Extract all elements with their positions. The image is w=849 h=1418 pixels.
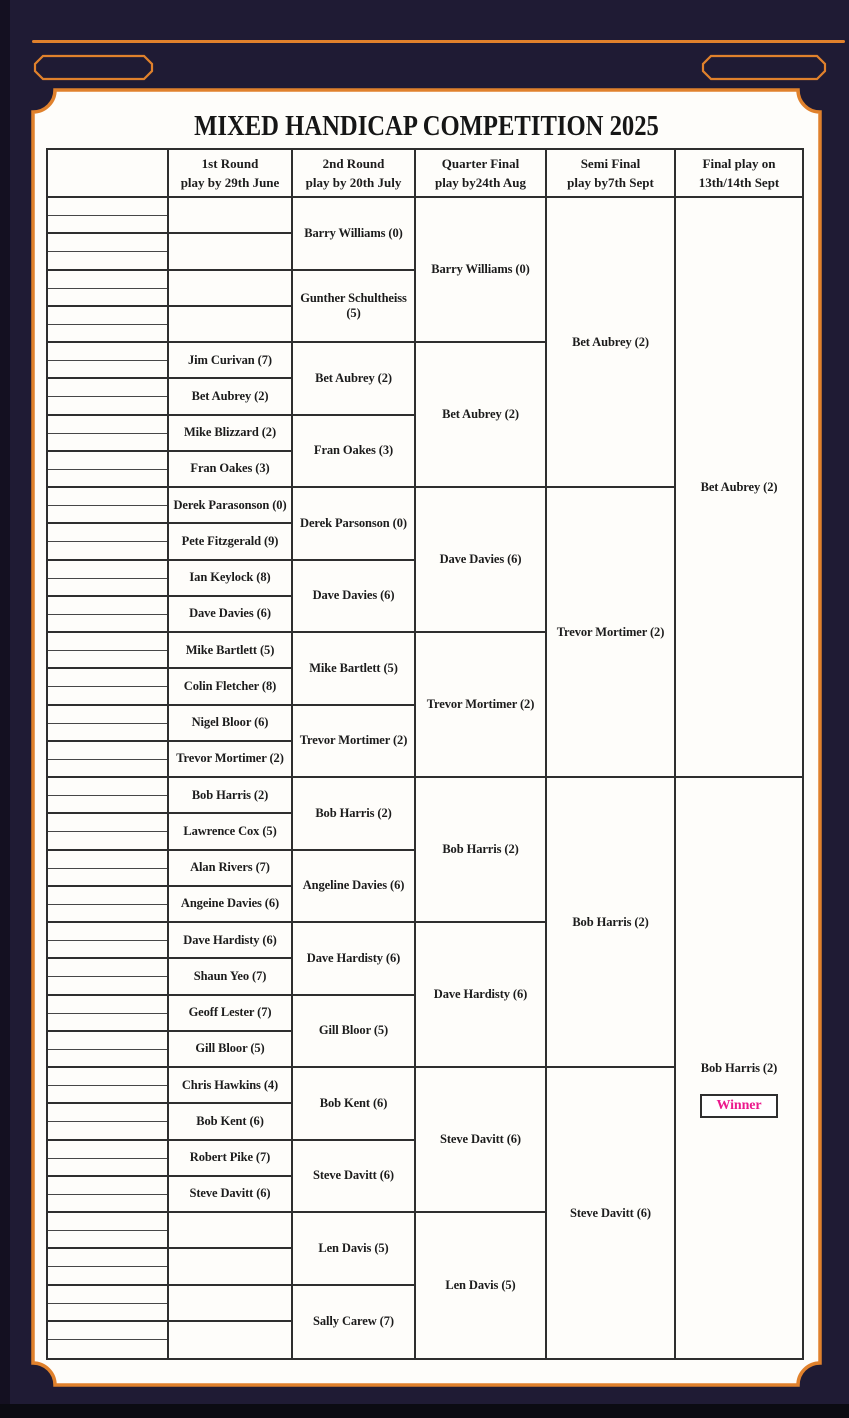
round-1-slot-21: Dave Hardisty (6) bbox=[169, 923, 291, 959]
entrants-slot-55 bbox=[48, 1177, 167, 1195]
round-1-slot-16: Trevor Mortimer (2) bbox=[169, 742, 291, 778]
round-1-slot-2 bbox=[169, 234, 291, 270]
bracket-table bbox=[46, 148, 804, 1360]
column-header-semi-final: Semi Final play by7th Sept bbox=[547, 150, 676, 196]
entrants-slot-35 bbox=[48, 814, 167, 832]
entrants-slot-3 bbox=[48, 234, 167, 252]
entrants-slot-61 bbox=[48, 1286, 167, 1304]
round-1-slot-14: Colin Fletcher (8) bbox=[169, 669, 291, 705]
round-2-slot-1: Barry Williams (0) bbox=[293, 198, 414, 271]
round-1-slot-17: Bob Harris (2) bbox=[169, 778, 291, 814]
entrants-slot-22 bbox=[48, 579, 167, 597]
column-round-1 bbox=[169, 198, 293, 1358]
entrants-slot-59 bbox=[48, 1249, 167, 1267]
entrants-slot-62 bbox=[48, 1304, 167, 1322]
entrants-slot-38 bbox=[48, 869, 167, 887]
round-2-slot-3: Bet Aubrey (2) bbox=[293, 343, 414, 416]
left-edge-shadow bbox=[0, 0, 10, 1418]
entrants-slot-24 bbox=[48, 615, 167, 633]
round-1-slot-8: Fran Oakes (3) bbox=[169, 452, 291, 488]
entrants-slot-56 bbox=[48, 1195, 167, 1213]
round-2-slot-13: Bob Kent (6) bbox=[293, 1068, 414, 1141]
quarter-final-slot-2: Bet Aubrey (2) bbox=[416, 343, 545, 488]
round-1-slot-25: Chris Hawkins (4) bbox=[169, 1068, 291, 1104]
entrants-slot-19 bbox=[48, 524, 167, 542]
round-1-slot-12: Dave Davies (6) bbox=[169, 597, 291, 633]
quarter-final-slot-5: Bob Harris (2) bbox=[416, 778, 545, 923]
entrants-slot-21 bbox=[48, 561, 167, 579]
entrants-slot-64 bbox=[48, 1340, 167, 1358]
entrants-slot-49 bbox=[48, 1068, 167, 1086]
final-slot-2 bbox=[676, 778, 802, 1358]
round-1-slot-9: Derek Parasonson (0) bbox=[169, 488, 291, 524]
round-1-slot-31 bbox=[169, 1286, 291, 1322]
quarter-final-slot-1: Barry Williams (0) bbox=[416, 198, 545, 343]
final-winner-name: Bob Harris (2) bbox=[700, 1060, 778, 1075]
quarter-final-slot-7: Steve Davitt (6) bbox=[416, 1068, 545, 1213]
final-slot-1: Bet Aubrey (2) bbox=[676, 198, 802, 778]
entrants-slot-50 bbox=[48, 1086, 167, 1104]
round-2-slot-10: Angeline Davies (6) bbox=[293, 851, 414, 924]
entrants-slot-9 bbox=[48, 343, 167, 361]
semi-final-slot-3: Bob Harris (2) bbox=[547, 778, 674, 1068]
entrants-slot-20 bbox=[48, 542, 167, 560]
semi-final-slot-2: Trevor Mortimer (2) bbox=[547, 488, 674, 778]
entrants-slot-58 bbox=[48, 1231, 167, 1249]
column-final bbox=[676, 198, 802, 1358]
entrants-slot-16 bbox=[48, 470, 167, 488]
entrants-slot-43 bbox=[48, 959, 167, 977]
entrants-slot-39 bbox=[48, 887, 167, 905]
entrants-slot-28 bbox=[48, 687, 167, 705]
round-1-slot-29 bbox=[169, 1213, 291, 1249]
entrants-slot-53 bbox=[48, 1141, 167, 1159]
round-2-slot-15: Len Davis (5) bbox=[293, 1213, 414, 1286]
round-2-slot-12: Gill Bloor (5) bbox=[293, 996, 414, 1069]
round-2-slot-2: Gunther Schultheiss (5) bbox=[293, 271, 414, 344]
round-2-slot-16: Sally Carew (7) bbox=[313, 1314, 394, 1329]
round-2-slot-11: Dave Hardisty (6) bbox=[293, 923, 414, 996]
column-header-round-2: 2nd Round play by 20th July bbox=[293, 150, 416, 196]
round-1-slot-13: Mike Bartlett (5) bbox=[169, 633, 291, 669]
entrants-slot-44 bbox=[48, 977, 167, 995]
round-1-slot-22: Shaun Yeo (7) bbox=[169, 959, 291, 995]
column-semi-final bbox=[547, 198, 676, 1358]
column-header-final: Final play on 13th/14th Sept bbox=[698, 155, 780, 190]
round-1-slot-20: Angeine Davies (6) bbox=[169, 887, 291, 923]
round-1-slot-6: Bet Aubrey (2) bbox=[169, 379, 291, 415]
semi-final-slot-1: Bet Aubrey (2) bbox=[547, 198, 674, 488]
round-1-slot-5: Jim Curivan (7) bbox=[169, 343, 291, 379]
entrants-slot-11 bbox=[48, 379, 167, 397]
entrants-slot-8 bbox=[48, 325, 167, 343]
round-1-slot-10: Pete Fitzgerald (9) bbox=[169, 524, 291, 560]
entrants-slot-31 bbox=[48, 742, 167, 760]
round-1-slot-15: Nigel Bloor (6) bbox=[169, 706, 291, 742]
entrants-slot-4 bbox=[48, 252, 167, 270]
entrants-slot-32 bbox=[48, 760, 167, 778]
entrants-slot-41 bbox=[48, 923, 167, 941]
entrants-slot-1 bbox=[48, 198, 167, 216]
round-1-slot-30 bbox=[169, 1249, 291, 1285]
round-2-slot-7: Mike Bartlett (5) bbox=[293, 633, 414, 706]
bracket-body bbox=[48, 198, 802, 1358]
round-1-slot-4 bbox=[169, 307, 291, 343]
entrants-slot-33 bbox=[48, 778, 167, 796]
entrants-slot-52 bbox=[48, 1122, 167, 1140]
entrants-slot-10 bbox=[48, 361, 167, 379]
entrants-slot-42 bbox=[48, 941, 167, 959]
round-1-slot-26: Bob Kent (6) bbox=[169, 1104, 291, 1140]
entrants-slot-17 bbox=[48, 488, 167, 506]
entrants-slot-5 bbox=[48, 271, 167, 289]
entrants-slot-26 bbox=[48, 651, 167, 669]
round-1-slot-3 bbox=[169, 271, 291, 307]
round-2-slot-6: Dave Davies (6) bbox=[293, 561, 414, 634]
column-header-quarter-final: Quarter Final play by24th Aug bbox=[416, 150, 547, 196]
round-1-slot-24: Gill Bloor (5) bbox=[169, 1032, 291, 1068]
left-handle-ornament bbox=[35, 56, 152, 79]
entrants-slot-57 bbox=[48, 1213, 167, 1231]
entrants-slot-23 bbox=[48, 597, 167, 615]
entrants-slot-18 bbox=[48, 506, 167, 524]
entrants-slot-60 bbox=[48, 1267, 167, 1285]
round-1-slot-28: Steve Davitt (6) bbox=[169, 1177, 291, 1213]
top-rail bbox=[32, 40, 845, 43]
entrants-slot-2 bbox=[48, 216, 167, 234]
round-1-slot-11: Ian Keylock (8) bbox=[169, 561, 291, 597]
entrants-slot-45 bbox=[48, 996, 167, 1014]
right-handle-ornament bbox=[703, 56, 825, 79]
entrants-slot-30 bbox=[48, 724, 167, 742]
round-1-slot-1 bbox=[169, 198, 291, 234]
column-round-2 bbox=[293, 198, 416, 1358]
entrants-slot-15 bbox=[48, 452, 167, 470]
round-2-slot-8: Trevor Mortimer (2) bbox=[293, 706, 414, 779]
entrants-slot-27 bbox=[48, 669, 167, 687]
entrants-slot-51 bbox=[48, 1104, 167, 1122]
entrants-slot-48 bbox=[48, 1050, 167, 1068]
quarter-final-slot-4: Trevor Mortimer (2) bbox=[416, 633, 545, 778]
entrants-slot-6 bbox=[48, 289, 167, 307]
entrants-slot-36 bbox=[48, 832, 167, 850]
column-quarter-final bbox=[416, 198, 547, 1358]
column-entrants bbox=[48, 198, 169, 1358]
round-2-slot-14: Steve Davitt (6) bbox=[293, 1141, 414, 1214]
round-1-slot-23: Geoff Lester (7) bbox=[169, 996, 291, 1032]
entrants-slot-37 bbox=[48, 851, 167, 869]
bracket-header-row bbox=[48, 150, 802, 198]
semi-final-slot-4: Steve Davitt (6) bbox=[569, 1205, 651, 1220]
entrants-slot-13 bbox=[48, 416, 167, 434]
entrants-slot-25 bbox=[48, 633, 167, 651]
entrants-slot-40 bbox=[48, 905, 167, 923]
round-2-slot-5: Derek Parsonson (0) bbox=[293, 488, 414, 561]
round-1-slot-32 bbox=[169, 1322, 291, 1358]
round-1-slot-27: Robert Pike (7) bbox=[169, 1141, 291, 1177]
bracket-sheet bbox=[33, 90, 820, 1385]
round-2-slot-4: Fran Oakes (3) bbox=[293, 416, 414, 489]
entrants-slot-34 bbox=[48, 796, 167, 814]
quarter-final-slot-6: Dave Hardisty (6) bbox=[416, 923, 545, 1068]
round-1-slot-19: Alan Rivers (7) bbox=[169, 851, 291, 887]
entrants-slot-12 bbox=[48, 397, 167, 415]
entrants-slot-7 bbox=[48, 307, 167, 325]
bottom-black-bar bbox=[0, 1404, 849, 1418]
entrants-slot-46 bbox=[48, 1014, 167, 1032]
page-title: MIXED HANDICAP COMPETITION 2025 bbox=[194, 111, 659, 142]
column-header-entrants bbox=[48, 150, 169, 196]
round-1-slot-18: Lawrence Cox (5) bbox=[169, 814, 291, 850]
entrants-slot-14 bbox=[48, 434, 167, 452]
entrants-slot-63 bbox=[48, 1322, 167, 1340]
round-2-slot-9: Bob Harris (2) bbox=[293, 778, 414, 851]
quarter-final-slot-8: Len Davis (5) bbox=[445, 1278, 516, 1292]
entrants-slot-47 bbox=[48, 1032, 167, 1050]
column-header-round-1: 1st Round play by 29th June bbox=[169, 150, 293, 196]
winner-badge: Winner bbox=[700, 1094, 777, 1118]
round-1-slot-7: Mike Blizzard (2) bbox=[169, 416, 291, 452]
quarter-final-slot-3: Dave Davies (6) bbox=[416, 488, 545, 633]
entrants-slot-29 bbox=[48, 706, 167, 724]
entrants-slot-54 bbox=[48, 1159, 167, 1177]
